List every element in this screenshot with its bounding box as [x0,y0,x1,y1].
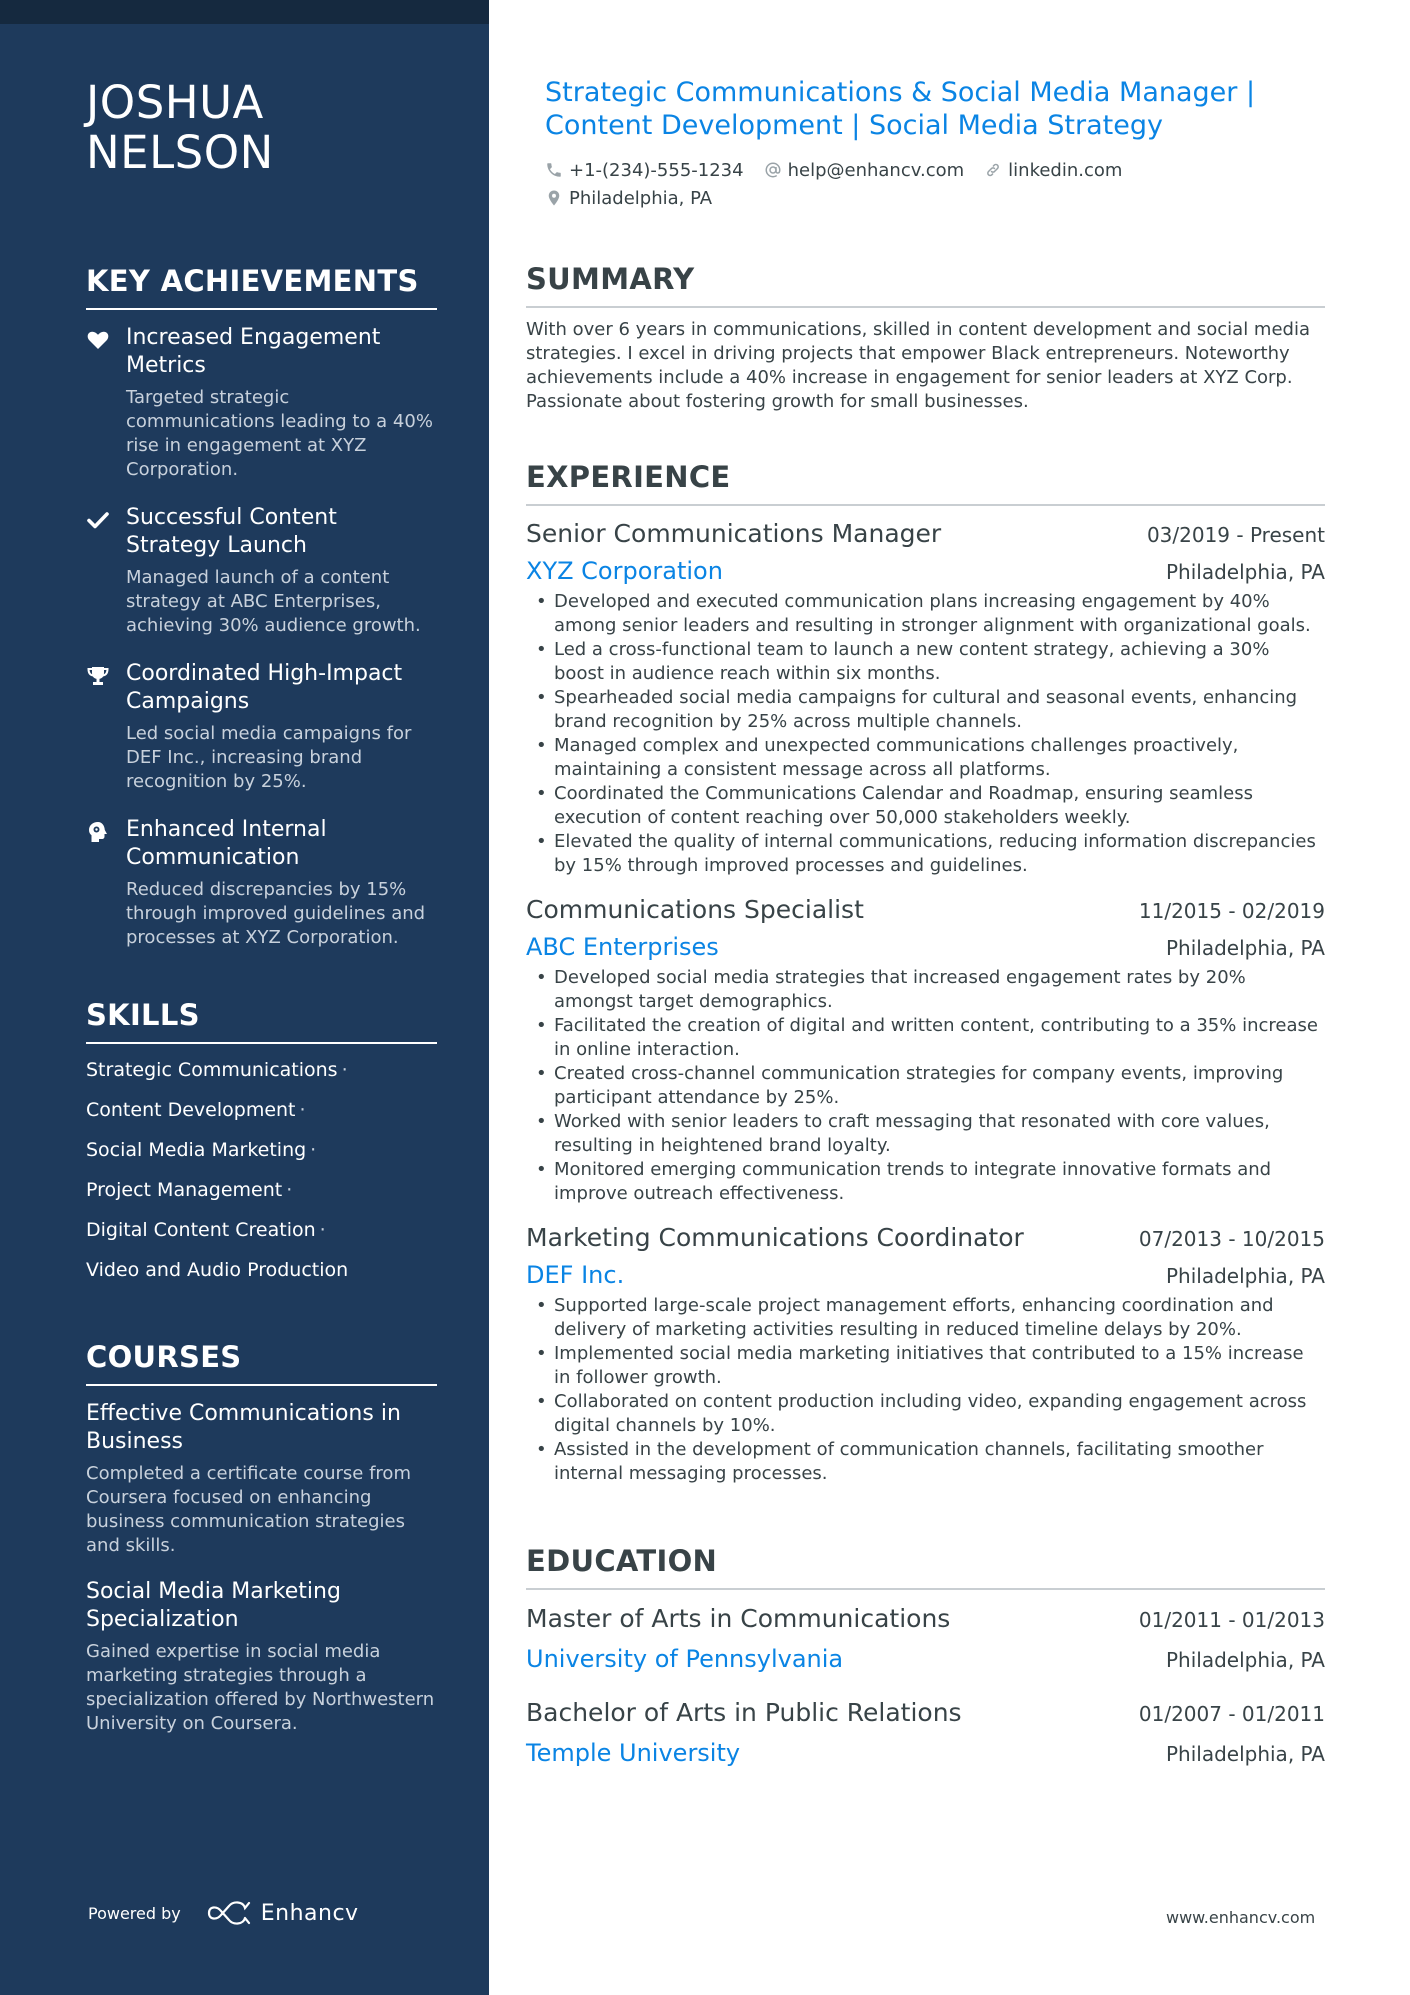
heart-icon [86,328,110,352]
skills-heading: SKILLS [86,996,437,1044]
summary-heading: SUMMARY [526,260,1325,308]
education-section [526,1542,1325,1788]
sidebar-top-strip [0,0,489,24]
summary-text: With over 6 years in communications, skilled in content development and social media strategies. I excel in driving projects that empower Black entrepreneurs. Noteworthy achievements include a 40% increase in engagement for senior leaders at XYZ Corp. Passionate about fostering growth for small businesses. [526,319,1310,412]
phone-icon [545,161,563,179]
brain-head-icon [86,820,110,844]
achievement-item [86,504,437,638]
degree-title: Master of Arts in Communications [526,1604,951,1633]
job-bullet: • Worked with senior leaders to craft messaging that resonated with core values, resulting in heightened brand loyalty. [526,1110,1325,1158]
job-dates: 11/2015 - 02/2019 [1138,899,1325,923]
linkedin-contact[interactable] [984,160,1122,181]
sidebar [0,0,489,1995]
job-location: Philadelphia, PA [1165,936,1325,960]
course-item [86,1400,437,1558]
course-description: Gained expertise in social media marketing strategies through a specialization offered by Northwestern University on Coursera. [86,1641,435,1734]
achievement-description: Led social media campaigns for DEF Inc., increasing brand recognition by 25%. [126,723,412,792]
trophy-icon [86,664,110,688]
job-title: Senior Communications Manager [526,519,942,548]
job-bullet: • Developed and executed communication plans increasing engagement by 40% among senior leaders and resulting in stronger alignment with organizational goals. [526,590,1325,638]
course-title: Effective Communications in Business [86,1401,401,1454]
key-achievements-section [86,262,437,972]
skills-section [86,996,437,1298]
job-dates: 07/2013 - 10/2015 [1138,1227,1325,1251]
education-entry [526,1600,1325,1680]
at-sign-icon [764,161,782,179]
degree-title: Bachelor of Arts in Public Relations [526,1698,962,1727]
location-text: Philadelphia, PA [569,187,713,209]
job-bullet: • Spearheaded social media campaigns for cultural and seasonal events, enhancing brand recognition by 25% across multiple channels. [526,686,1325,734]
enhancv-infinity-icon [205,1900,253,1926]
achievement-title: Successful Content Strategy Launch [126,505,337,558]
location-pin-icon [545,189,563,207]
contact-info [545,156,1265,212]
courses-section [86,1338,437,1756]
achievement-description: Reduced discrepancies by 15% through improved guidelines and processes at XYZ Corporation. [126,879,426,948]
skill-item: Social Media Marketing · [86,1139,317,1161]
job-bullet: • Monitored emerging communication trends to integrate innovative formats and improve outreach effectiveness. [526,1158,1325,1206]
location-contact [545,188,712,209]
achievement-item [86,660,437,794]
skill-separator: · [310,1139,317,1161]
education-dates: 01/2011 - 01/2013 [1138,1608,1325,1632]
course-item [86,1578,437,1736]
footer-website-link[interactable]: www.enhancv.com [1166,1908,1316,1927]
courses-heading: COURSES [86,1338,437,1386]
achievement-title: Enhanced Internal Communication [126,817,327,870]
job-location: Philadelphia, PA [1165,1264,1325,1288]
summary-section [526,260,1325,414]
skill-item: Project Management · [86,1179,293,1201]
job-entry [526,516,1325,878]
professional-headline: Strategic Communications & Social Media Manager | Content Development | Social Media Strategy [545,77,1256,141]
course-description: Completed a certificate course from Coursera focused on enhancing business communication strategies and skills. [86,1463,411,1556]
job-bullets [526,590,1325,878]
phone-text: +1-(234)-555-1234 [569,159,744,181]
skill-item: Strategic Communications · [86,1059,348,1081]
powered-by[interactable] [88,1900,359,1926]
education-entry [526,1694,1325,1774]
achievement-item [86,324,437,482]
company-name[interactable]: DEF Inc. [526,1261,625,1289]
job-bullet: • Created cross-channel communication strategies for company events, improving participant attendance by 25%. [526,1062,1325,1110]
skill-item: Video and Audio Production [86,1259,349,1281]
skill-item: Content Development · [86,1099,306,1121]
phone-contact[interactable] [545,160,744,181]
job-bullet: • Led a cross-functional team to launch a new content strategy, achieving a 30% boost in audience reach within six months. [526,638,1325,686]
job-bullet: • Coordinated the Communications Calendar and Roadmap, ensuring seamless execution of content reaching over 50,000 stakeholders weekly. [526,782,1325,830]
job-bullet: • Collaborated on content production including video, expanding engagement across digital channels by 10%. [526,1390,1325,1438]
job-title: Marketing Communications Coordinator [526,1223,1024,1252]
company-name[interactable]: ABC Enterprises [526,933,719,961]
job-bullet: • Assisted in the development of communication channels, facilitating smoother internal messaging processes. [526,1438,1325,1486]
powered-by-label: Powered by [88,1903,181,1923]
achievement-item [86,816,437,950]
job-entry [526,1220,1325,1486]
job-dates: 03/2019 - Present [1146,523,1325,547]
achievement-description: Targeted strategic communications leading to a 40% rise in engagement at XYZ Corporation. [126,387,433,480]
experience-heading: EXPERIENCE [526,458,1325,506]
education-dates: 01/2007 - 01/2011 [1138,1702,1325,1726]
experience-section [526,458,1325,1500]
job-bullets [526,966,1325,1206]
job-title: Communications Specialist [526,895,864,924]
linkedin-text: linkedin.com [1008,159,1123,181]
job-bullet: • Elevated the quality of internal communications, reducing information discrepancies by 15% through improved processes and guidelines. [526,830,1325,878]
key-achievements-heading: KEY ACHIEVEMENTS [86,262,437,310]
job-bullet: • Managed complex and unexpected communications challenges proactively, maintaining a consistent message across all platforms. [526,734,1325,782]
job-bullet: • Facilitated the creation of digital and written content, contributing to a 35% increase in online interaction. [526,1014,1325,1062]
link-icon [984,161,1002,179]
education-location: Philadelphia, PA [1165,1648,1325,1672]
enhancv-brand-name: Enhancv [260,1900,359,1926]
job-bullet: • Developed social media strategies that increased engagement rates by 20% amongst target demographics. [526,966,1325,1014]
achievement-description: Managed launch of a content strategy at ABC Enterprises, achieving 30% audience growth. [126,567,421,636]
course-title: Social Media Marketing Specialization [86,1579,341,1632]
education-heading: EDUCATION [526,1542,1325,1590]
skill-item: Digital Content Creation · [86,1219,326,1241]
education-location: Philadelphia, PA [1165,1742,1325,1766]
job-bullets [526,1294,1325,1486]
job-entry [526,892,1325,1206]
school-name[interactable]: University of Pennsylvania [526,1645,844,1673]
achievement-title: Increased Engagement Metrics [126,325,381,378]
school-name[interactable]: Temple University [526,1739,741,1767]
job-bullet: • Supported large-scale project management efforts, enhancing coordination and delivery of marketing activities resulting in reduced timeline delays by 20%. [526,1294,1325,1342]
achievement-title: Coordinated High-Impact Campaigns [126,661,403,714]
email-contact[interactable] [764,160,965,181]
candidate-name: JOSHUA NELSON [86,76,274,179]
company-name[interactable]: XYZ Corporation [526,557,723,585]
skill-separator: · [299,1099,306,1121]
job-bullet: • Implemented social media marketing initiatives that contributed to a 15% increase in follower growth. [526,1342,1325,1390]
email-text: help@enhancv.com [787,159,965,181]
skill-separator: · [319,1219,326,1241]
enhancv-logo [205,1900,359,1926]
skill-separator: · [341,1059,348,1081]
check-icon [86,508,110,532]
job-location: Philadelphia, PA [1165,560,1325,584]
skill-separator: · [286,1179,293,1201]
